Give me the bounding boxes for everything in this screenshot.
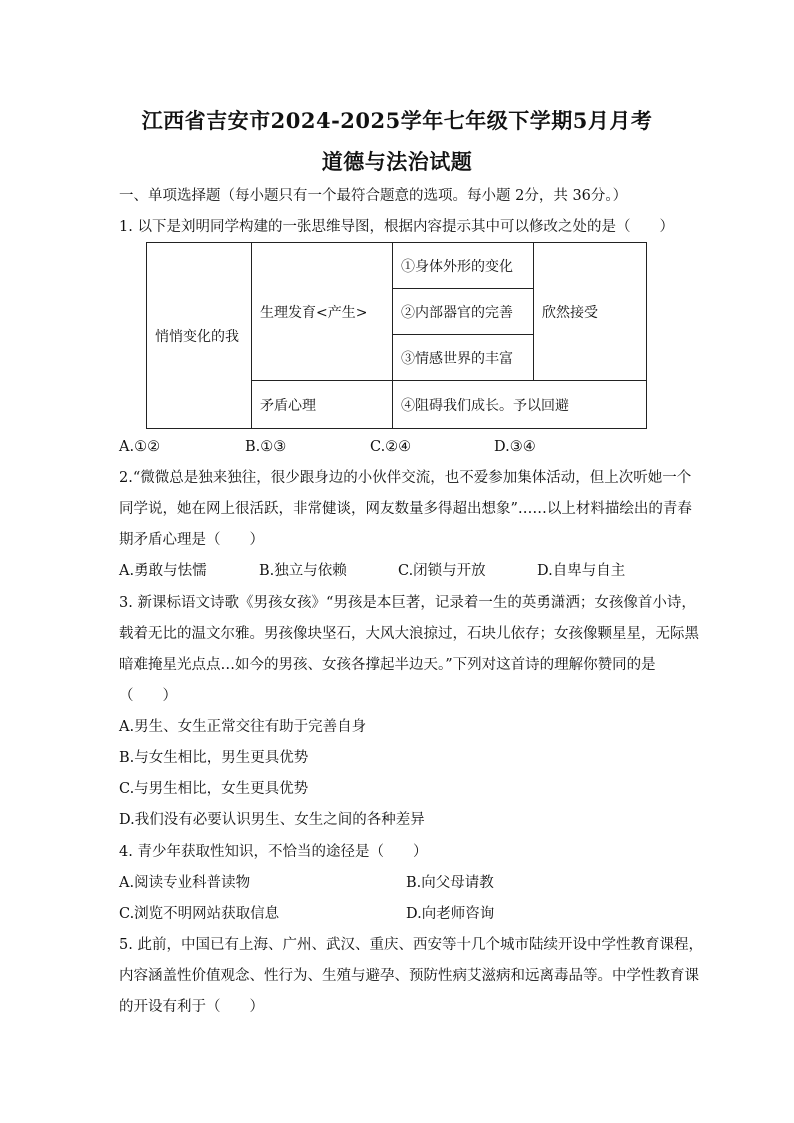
question-2-line-3: 期矛盾心理是（ ） <box>119 532 264 548</box>
question-2-option-d: D.自卑与自主 <box>537 563 626 579</box>
mind-map-leaf-1: ①身体外形的变化 <box>393 243 534 289</box>
question-4-option-c: C.浏览不明网站获取信息 <box>119 906 280 922</box>
question-5-line-3: 的开设有利于（ ） <box>119 999 264 1015</box>
question-1-stem: 1. 以下是刘明同学构建的一张思维导图，根据内容提示其中可以修改之处的是（ ） <box>119 219 674 235</box>
question-5-line-1: 5. 此前，中国已有上海、广州、武汉、重庆、西安等十几个城市陆续开设中学性教育课程， <box>119 937 703 953</box>
question-1-option-c: C.②④ <box>370 439 412 455</box>
mind-map-leaf-2: ②内部器官的完善 <box>393 289 534 335</box>
question-3-line-1: 3. 新课标语文诗歌《男孩女孩》“男孩是本巨著，记录着一生的英勇潇洒；女孩像首小诗， <box>119 595 696 611</box>
question-2-line-2: 同学说，她在网上很活跃，非常健谈，网友数量多得超出想象”……以上材料描绘出的青春 <box>119 501 692 517</box>
question-2-option-a: A.勇敢与怯懦 <box>119 563 207 579</box>
question-2-option-c: C.闭锁与开放 <box>398 563 486 579</box>
exam-title: 江西省吉安市2024-2025学年七年级下学期5月月考 <box>141 108 653 133</box>
question-2-option-b: B.独立与依赖 <box>259 563 347 579</box>
mind-map-root: 悄悄变化的我 <box>147 243 252 429</box>
question-4-option-d: D.向老师咨询 <box>406 906 495 922</box>
question-5-line-2: 内容涵盖性价值观念、性行为、生殖与避孕、预防性病艾滋病和远离毒品等。中学性教育课 <box>119 968 699 984</box>
question-4-option-b: B.向父母请教 <box>406 875 494 891</box>
section-heading: 一、单项选择题（每小题只有一个最符合题意的选项。每小题 2分，共 36分。） <box>119 188 628 204</box>
question-1-option-d: D.③④ <box>494 439 536 455</box>
question-1-option-a: A.①② <box>119 439 161 455</box>
mind-map-result-accept: 欣然接受 <box>534 243 647 381</box>
question-3-line-4: （ ） <box>119 688 177 704</box>
mind-map-leaf-4: ④阻碍我们成长。予以回避 <box>393 381 647 429</box>
question-3-option-c: C.与男生相比，女生更具优势 <box>119 781 309 797</box>
question-3-line-2: 载着无比的温文尔雅。男孩像块坚石，大风大浪掠过，石块儿依存；女孩像颗星星，无际黑 <box>119 626 699 642</box>
mind-map-branch-physiology: 生理发育<产生> <box>252 243 393 381</box>
question-1-option-b: B.①③ <box>245 439 287 455</box>
question-4-option-a: A.阅读专业科普读物 <box>119 875 251 891</box>
mind-map-table <box>146 242 647 429</box>
question-4-stem: 4. 青少年获取性知识，不恰当的途径是（ ） <box>119 844 428 860</box>
question-3-option-d: D.我们没有必要认识男生、女生之间的各种差异 <box>119 812 425 828</box>
mind-map-branch-contradiction: 矛盾心理 <box>252 381 393 429</box>
exam-subject-title: 道德与法治试题 <box>321 149 473 174</box>
question-2-line-1: 2.“微微总是独来独往，很少跟身边的小伙伴交流，也不爱参加集体活动，但上次听她一个 <box>119 470 692 486</box>
question-3-option-b: B.与女生相比，男生更具优势 <box>119 750 309 766</box>
question-3-option-a: A.男生、女生正常交往有助于完善自身 <box>119 719 367 735</box>
question-3-line-3: 暗难掩星光点点…如今的男孩、女孩各撑起半边天。”下列对这首诗的理解你赞同的是 <box>119 657 656 673</box>
mind-map-leaf-3: ③情感世界的丰富 <box>393 335 534 381</box>
